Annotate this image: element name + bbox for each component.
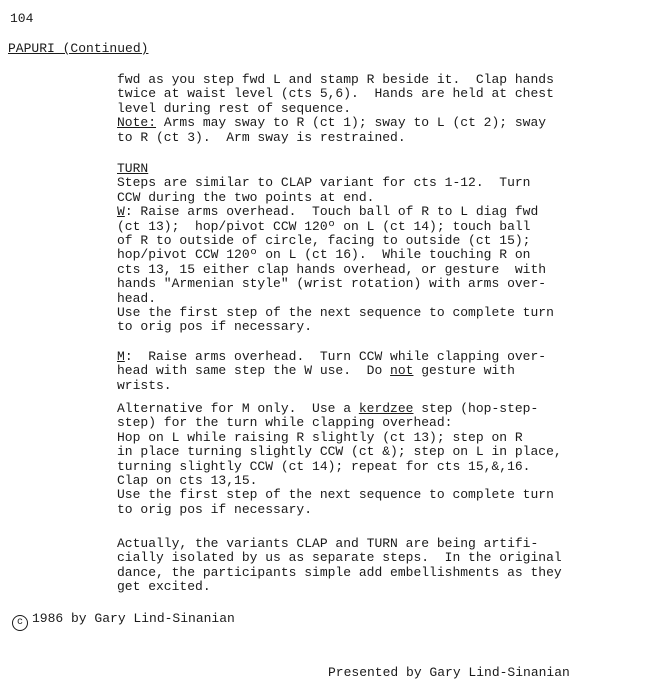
men-label: M [117,349,125,364]
text-line: head. [117,290,157,306]
text-line: step) for the turn while clapping overhead: [117,415,453,431]
text-line: Use the first step of the next sequence to complete turn [117,305,554,321]
paragraph-alternative [117,402,562,517]
text-line: hands "Armenian style" (wrist rotation) with arms over- [117,276,547,292]
women-label: W [117,204,125,220]
text-line: : Raise arms overhead. Touch ball of R to L diag fwd [124,204,539,220]
page-number: 104 [10,11,34,26]
page-title: PAPURI (Continued) [8,41,149,56]
text-line: (ct 13); hop/pivot CCW 120º on L (ct 14); touch ball [117,218,531,234]
text-line: fwd as you step fwd L and stamp R beside it. Clap hands [117,72,554,87]
text-line: in place turning slightly CCW (ct &); step on L in place, [117,444,562,460]
text-line: to R (ct 3). Arm sway is restrained. [117,129,406,145]
text-line: Use the first step of the next sequence to complete turn [117,487,554,503]
term-kerdzee: kerdzee [358,401,414,416]
presented-by: Presented by Gary Lind-Sinanian [328,665,570,680]
text-line: hop/pivot CCW 120º on L (ct 16). While touching R on [117,247,531,263]
copyright-text: 1986 by Gary Lind-Sinanian [32,611,235,626]
section-heading-turn: TURN [117,161,149,176]
text-line: Alternative for M only. Use a [117,401,359,416]
text-line: step (hop-step- [413,401,539,416]
text-line: cially isolated by us as separate steps. In the original [117,550,562,566]
paragraph-clap-continued [117,73,554,145]
emphasis-not: not [390,363,414,379]
copyright-notice [12,612,235,631]
note-label: Note: [117,115,157,131]
text-line: gesture with [413,363,515,379]
section-turn [117,162,554,335]
text-line: level during rest of sequence. [117,100,352,116]
text-line: to orig pos if necessary. [117,319,313,335]
text-line: Clap on cts 13,15. [117,473,258,489]
text-line: Hop on L while raising R slightly (ct 13); step on R [117,429,523,445]
copyright-icon: c [12,615,28,631]
text-line: : Raise arms overhead. Turn CCW while clapping over- [124,349,547,364]
text-line: cts 13, 15 either clap hands overhead, or gesture with [117,261,547,277]
text-line: Steps are similar to CLAP variant for cts 1-12. Turn [117,175,531,191]
text-line: Actually, the variants CLAP and TURN are being artifi- [117,536,539,551]
paragraph-closing [117,537,562,595]
text-line: twice at waist level (cts 5,6). Hands are held at chest [117,86,554,102]
text-line: Arms may sway to R (ct 1); sway to L (ct 2); sway [156,115,547,131]
text-line: get excited. [117,579,211,595]
text-line: dance, the participants simple add embellishments as they [117,564,562,580]
text-line: of R to outside of circle, facing to outside (ct 15); [117,233,531,249]
text-line: turning slightly CCW (ct 14); repeat for cts 15,&,16. [117,458,531,474]
text-line: CCW during the two points at end. [117,189,375,205]
text-line: head with same step the W use. Do [117,363,391,379]
text-line: wrists. [117,377,172,393]
text-line: to orig pos if necessary. [117,501,313,517]
paragraph-men [117,350,546,393]
